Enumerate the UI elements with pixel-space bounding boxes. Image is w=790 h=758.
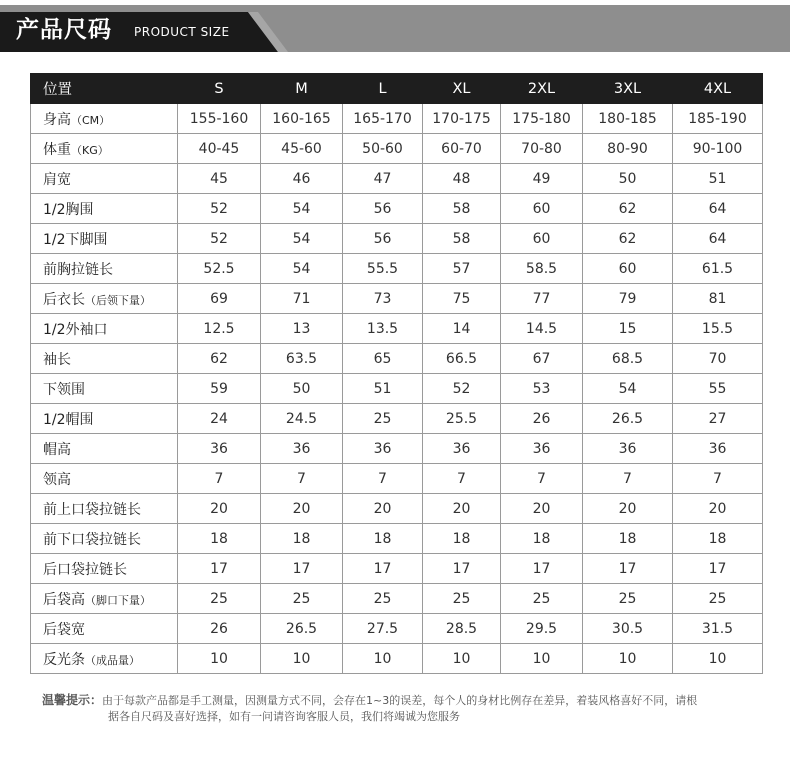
size-value-cell: 67 [501, 344, 583, 374]
size-value-cell: 18 [343, 524, 423, 554]
row-label-cell [31, 134, 178, 164]
table-row [31, 614, 763, 644]
row-label-note: （脚口下量） [85, 593, 151, 607]
row-label-cell [31, 164, 178, 194]
table-row [31, 434, 763, 464]
table-row [31, 134, 763, 164]
size-value-cell: 7 [423, 464, 501, 494]
size-value-cell: 185-190 [673, 104, 763, 134]
size-value-cell: 7 [178, 464, 261, 494]
size-value-cell: 10 [673, 644, 763, 674]
table-row [31, 314, 763, 344]
row-label: 1/2胸围 [43, 201, 94, 218]
table-row [31, 344, 763, 374]
size-value-cell: 36 [423, 434, 501, 464]
notice-text-line1: 由于每款产品都是手工测量，因测量方式不同，会存在1~3的误差，每个人的身材比例存在差异，着装风格喜好不同，请根 [102, 694, 698, 707]
size-value-cell: 60 [583, 254, 673, 284]
size-value-cell: 20 [343, 494, 423, 524]
row-label-note: （后领下量） [85, 293, 151, 307]
size-value-cell: 62 [583, 224, 673, 254]
row-label-cell [31, 254, 178, 284]
size-value-cell: 54 [261, 194, 343, 224]
size-value-cell: 75 [423, 284, 501, 314]
row-label-cell [31, 284, 178, 314]
row-label: 身高 [43, 111, 71, 128]
size-value-cell: 7 [261, 464, 343, 494]
size-value-cell: 20 [261, 494, 343, 524]
size-value-cell: 18 [673, 524, 763, 554]
size-value-cell: 50-60 [343, 134, 423, 164]
size-value-cell: 17 [673, 554, 763, 584]
size-value-cell: 58 [423, 194, 501, 224]
table-row [31, 164, 763, 194]
size-value-cell: 60-70 [423, 134, 501, 164]
row-label-cell [31, 494, 178, 524]
row-label: 帽高 [43, 441, 71, 458]
size-value-cell: 56 [343, 224, 423, 254]
row-label-cell [31, 464, 178, 494]
row-label-cell [31, 404, 178, 434]
size-value-cell: 170-175 [423, 104, 501, 134]
size-value-cell: 63.5 [261, 344, 343, 374]
size-value-cell: 52 [178, 224, 261, 254]
size-value-cell: 24.5 [261, 404, 343, 434]
size-value-cell: 54 [583, 374, 673, 404]
row-label-cell [31, 314, 178, 344]
row-label: 后袋高 [43, 591, 85, 608]
size-value-cell: 160-165 [261, 104, 343, 134]
size-value-cell: 71 [261, 284, 343, 314]
size-value-cell: 50 [583, 164, 673, 194]
size-value-cell: 27.5 [343, 614, 423, 644]
row-label: 后口袋拉链长 [43, 561, 127, 578]
size-value-cell: 53 [501, 374, 583, 404]
size-value-cell: 62 [178, 344, 261, 374]
row-label-cell [31, 644, 178, 674]
size-value-cell: 18 [178, 524, 261, 554]
size-value-cell: 26 [501, 404, 583, 434]
size-value-cell: 12.5 [178, 314, 261, 344]
size-value-cell: 64 [673, 224, 763, 254]
table-row [31, 254, 763, 284]
size-value-cell: 165-170 [343, 104, 423, 134]
size-value-cell: 52 [423, 374, 501, 404]
size-value-cell: 17 [583, 554, 673, 584]
size-value-cell: 18 [501, 524, 583, 554]
size-value-cell: 15.5 [673, 314, 763, 344]
size-value-cell: 10 [423, 644, 501, 674]
size-value-cell: 79 [583, 284, 673, 314]
size-value-cell: 17 [178, 554, 261, 584]
size-value-cell: 90-100 [673, 134, 763, 164]
size-value-cell: 10 [178, 644, 261, 674]
size-value-cell: 69 [178, 284, 261, 314]
row-label-cell [31, 104, 178, 134]
size-value-cell: 46 [261, 164, 343, 194]
row-label-note: （成品量） [85, 653, 140, 667]
size-header: 3XL [583, 74, 673, 104]
row-label-cell [31, 194, 178, 224]
size-value-cell: 36 [343, 434, 423, 464]
size-value-cell: 30.5 [583, 614, 673, 644]
table-row [31, 464, 763, 494]
notice-text-line2: 据各自尺码及喜好选择，如有一问请咨询客服人员，我们将竭诚为您服务 [108, 710, 460, 723]
size-value-cell: 26.5 [261, 614, 343, 644]
size-value-cell: 28.5 [423, 614, 501, 644]
row-label: 反光条 [43, 651, 85, 668]
size-value-cell: 17 [261, 554, 343, 584]
size-value-cell: 25 [583, 584, 673, 614]
size-value-cell: 61.5 [673, 254, 763, 284]
size-value-cell: 7 [501, 464, 583, 494]
size-header: 2XL [501, 74, 583, 104]
row-label: 前下口袋拉链长 [43, 531, 141, 548]
size-value-cell: 48 [423, 164, 501, 194]
size-value-cell: 13.5 [343, 314, 423, 344]
size-header: M [261, 74, 343, 104]
row-label: 后袋宽 [43, 621, 85, 638]
size-value-cell: 80-90 [583, 134, 673, 164]
table-row [31, 224, 763, 254]
table-row [31, 494, 763, 524]
size-value-cell: 17 [343, 554, 423, 584]
size-value-cell: 25 [673, 584, 763, 614]
size-value-cell: 51 [343, 374, 423, 404]
size-value-cell: 7 [583, 464, 673, 494]
size-value-cell: 36 [583, 434, 673, 464]
size-value-cell: 25 [343, 404, 423, 434]
page-subtitle: PRODUCT SIZE [134, 25, 230, 39]
row-label-cell [31, 554, 178, 584]
size-value-cell: 20 [673, 494, 763, 524]
row-label: 1/2下脚围 [43, 231, 108, 248]
size-value-cell: 52.5 [178, 254, 261, 284]
size-value-cell: 20 [178, 494, 261, 524]
size-value-cell: 62 [583, 194, 673, 224]
size-value-cell: 49 [501, 164, 583, 194]
row-label: 肩宽 [43, 171, 71, 188]
table-row [31, 524, 763, 554]
size-header: 4XL [673, 74, 763, 104]
size-value-cell: 57 [423, 254, 501, 284]
size-value-cell: 13 [261, 314, 343, 344]
size-header: XL [423, 74, 501, 104]
size-value-cell: 70 [673, 344, 763, 374]
size-value-cell: 17 [423, 554, 501, 584]
size-value-cell: 29.5 [501, 614, 583, 644]
page-title: 产品尺码 [16, 17, 112, 43]
size-value-cell: 54 [261, 254, 343, 284]
size-value-cell: 24 [178, 404, 261, 434]
size-value-cell: 26.5 [583, 404, 673, 434]
size-value-cell: 56 [343, 194, 423, 224]
size-value-cell: 18 [423, 524, 501, 554]
size-value-cell: 73 [343, 284, 423, 314]
size-value-cell: 27 [673, 404, 763, 434]
row-label: 前上口袋拉链长 [43, 501, 141, 518]
row-label-cell [31, 224, 178, 254]
row-label-note: （CM） [71, 113, 111, 127]
size-value-cell: 40-45 [178, 134, 261, 164]
size-value-cell: 18 [261, 524, 343, 554]
table-row [31, 404, 763, 434]
size-value-cell: 68.5 [583, 344, 673, 374]
size-value-cell: 59 [178, 374, 261, 404]
header-banner [0, 0, 790, 60]
size-value-cell: 20 [423, 494, 501, 524]
size-value-cell: 50 [261, 374, 343, 404]
size-value-cell: 155-160 [178, 104, 261, 134]
size-value-cell: 10 [261, 644, 343, 674]
size-value-cell: 47 [343, 164, 423, 194]
row-label: 领高 [43, 471, 71, 488]
size-value-cell: 25 [423, 584, 501, 614]
table-row [31, 644, 763, 674]
header-banner-shape [0, 0, 790, 60]
row-label-cell [31, 434, 178, 464]
size-value-cell: 17 [501, 554, 583, 584]
size-value-cell: 58.5 [501, 254, 583, 284]
row-label-cell [31, 524, 178, 554]
size-value-cell: 36 [261, 434, 343, 464]
size-header: S [178, 74, 261, 104]
size-value-cell: 45 [178, 164, 261, 194]
size-value-cell: 25 [261, 584, 343, 614]
size-value-cell: 7 [343, 464, 423, 494]
size-value-cell: 180-185 [583, 104, 673, 134]
size-value-cell: 36 [673, 434, 763, 464]
size-value-cell: 54 [261, 224, 343, 254]
size-value-cell: 55 [673, 374, 763, 404]
table-row [31, 584, 763, 614]
row-label-cell [31, 614, 178, 644]
size-value-cell: 14 [423, 314, 501, 344]
table-body [31, 104, 763, 674]
size-value-cell: 51 [673, 164, 763, 194]
size-table [30, 73, 763, 674]
size-value-cell: 36 [178, 434, 261, 464]
size-value-cell: 25 [501, 584, 583, 614]
row-label: 前胸拉链长 [43, 261, 113, 278]
size-value-cell: 7 [673, 464, 763, 494]
row-label: 袖长 [43, 351, 71, 368]
size-value-cell: 15 [583, 314, 673, 344]
table-row [31, 104, 763, 134]
size-value-cell: 20 [501, 494, 583, 524]
size-value-cell: 77 [501, 284, 583, 314]
size-value-cell: 66.5 [423, 344, 501, 374]
table-header-row [31, 74, 763, 104]
size-value-cell: 175-180 [501, 104, 583, 134]
row-label-cell [31, 374, 178, 404]
size-value-cell: 26 [178, 614, 261, 644]
size-value-cell: 64 [673, 194, 763, 224]
size-value-cell: 25.5 [423, 404, 501, 434]
size-value-cell: 55.5 [343, 254, 423, 284]
notice-label: 温馨提示： [42, 693, 103, 707]
notice [42, 692, 772, 725]
size-value-cell: 52 [178, 194, 261, 224]
row-label: 1/2外袖口 [43, 321, 108, 338]
row-label: 1/2帽围 [43, 411, 94, 428]
size-value-cell: 70-80 [501, 134, 583, 164]
size-header: L [343, 74, 423, 104]
corner-label: 位置 [31, 74, 178, 104]
size-value-cell: 60 [501, 224, 583, 254]
size-value-cell: 31.5 [673, 614, 763, 644]
row-label: 体重 [43, 141, 71, 158]
size-value-cell: 20 [583, 494, 673, 524]
row-label-cell [31, 344, 178, 374]
size-value-cell: 10 [501, 644, 583, 674]
size-value-cell: 81 [673, 284, 763, 314]
row-label-note: （KG） [71, 143, 109, 157]
size-value-cell: 10 [343, 644, 423, 674]
size-value-cell: 10 [583, 644, 673, 674]
size-value-cell: 36 [501, 434, 583, 464]
table-row [31, 284, 763, 314]
row-label: 后衣长 [43, 291, 85, 308]
size-value-cell: 60 [501, 194, 583, 224]
size-value-cell: 58 [423, 224, 501, 254]
table-row [31, 194, 763, 224]
size-value-cell: 25 [343, 584, 423, 614]
table-row [31, 554, 763, 584]
size-value-cell: 25 [178, 584, 261, 614]
table-row [31, 374, 763, 404]
row-label: 下领围 [43, 381, 85, 398]
size-value-cell: 65 [343, 344, 423, 374]
size-value-cell: 14.5 [501, 314, 583, 344]
size-value-cell: 18 [583, 524, 673, 554]
row-label-cell [31, 584, 178, 614]
size-value-cell: 45-60 [261, 134, 343, 164]
